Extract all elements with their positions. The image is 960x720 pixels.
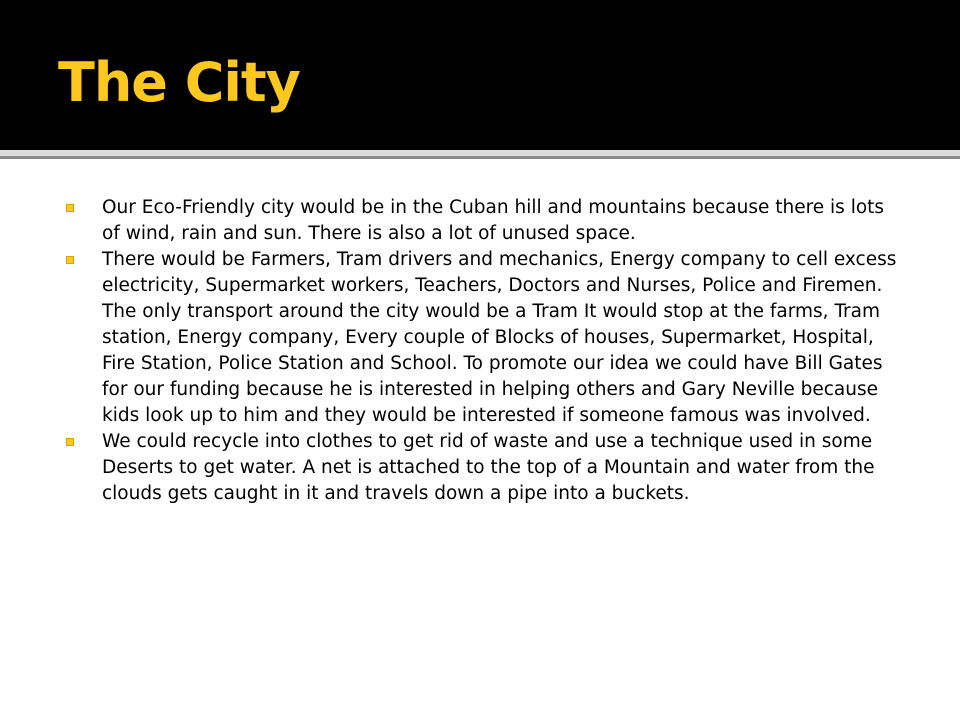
- slide-title: The City: [58, 51, 300, 114]
- bullet-text: Our Eco-Friendly city would be in the Cuban hill and mountains because there is lots of wind, rain and sun. There is also a lot of unused space.: [102, 197, 885, 244]
- title-divider-dark: [0, 156, 960, 159]
- square-bullet-icon: [66, 256, 74, 264]
- square-bullet-icon: [66, 438, 74, 446]
- bullet-item-recycling-water: [66, 429, 906, 507]
- bullet-list: [66, 195, 906, 507]
- bullet-item-people-transport: [66, 247, 906, 429]
- bullet-item-location: [66, 195, 906, 247]
- bullet-text: We could recycle into clothes to get rid of waste and use a technique used in some Deserts to get water. A net is attached to the top of a Mountain and water from the clouds gets caught in it and travels down a pipe into a buckets.: [102, 431, 875, 504]
- square-bullet-icon: [66, 204, 74, 212]
- title-bar: [0, 0, 960, 150]
- bullet-text: There would be Farmers, Tram drivers and mechanics, Energy company to cell excess electricity, Supermarket workers, Teachers, Doctors and Nurses, Police and Firemen. The only transport around the city would be a Tram It would stop at the farms, Tram station, Energy company, Every couple of Blocks of houses, Supermarket, Hospital, Fire Station, Police Station and School. To promote our idea we could have Bill Gates for our funding because he is interested in helping others and Gary Neville because kids look up to him and they would be interested if someone famous was involved.: [102, 249, 897, 426]
